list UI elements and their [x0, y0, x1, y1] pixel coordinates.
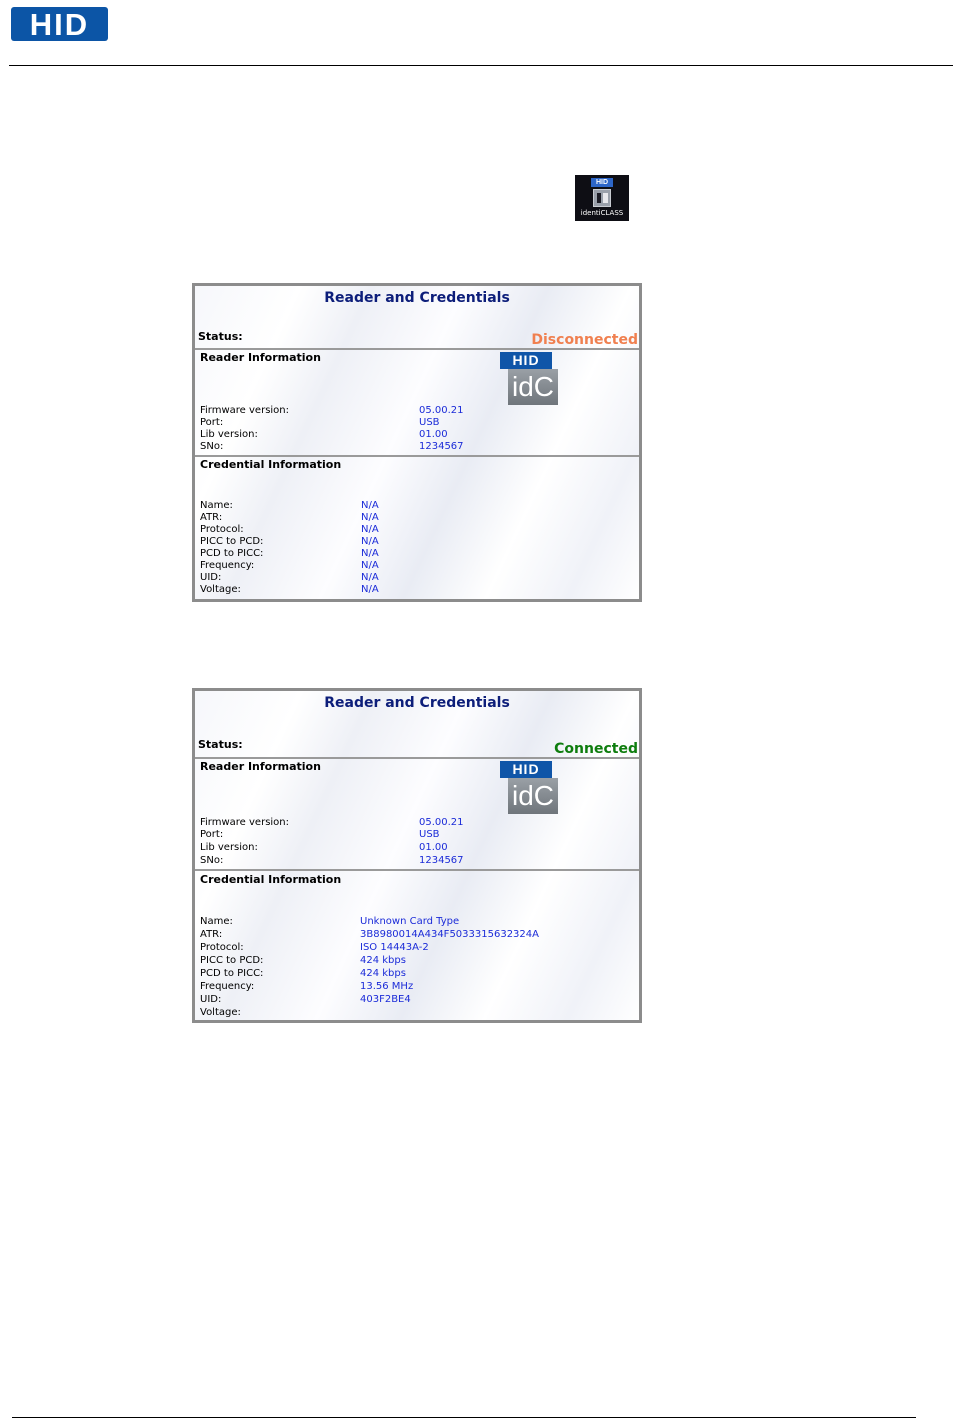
credential-field-value: 403F2BE4 [360, 994, 411, 1005]
credential-info-title: Credential Information [200, 873, 342, 886]
credential-field-value: N/A [361, 548, 379, 559]
reader-credentials-panel-connected [192, 688, 642, 1023]
credential-field-label: ATR: [200, 512, 223, 523]
credential-info-title: Credential Information [200, 458, 342, 471]
section-divider [195, 348, 639, 350]
header-rule [9, 65, 953, 66]
credential-field-label: PICC to PCD: [200, 955, 264, 966]
credential-field-value: 424 kbps [360, 968, 406, 979]
credential-field-value: Unknown Card Type [360, 916, 460, 927]
credential-field-value: N/A [361, 512, 379, 523]
reader-field-label: Port: [200, 829, 224, 840]
credential-field-value: 424 kbps [360, 955, 406, 966]
section-divider [195, 869, 639, 871]
credential-field-label: UID: [200, 994, 222, 1005]
reader-device-icon [593, 189, 611, 207]
credential-field-label: PCD to PICC: [200, 968, 264, 979]
reader-field-value: 01.00 [419, 429, 448, 440]
credential-field-value: N/A [361, 524, 379, 535]
reader-field-label: Lib version: [200, 429, 258, 440]
credential-field-label: ATR: [200, 929, 223, 940]
credential-field-value: ISO 14443A-2 [360, 942, 429, 953]
panel-title: Reader and Credentials [324, 290, 510, 306]
footer-rule [12, 1417, 916, 1418]
reader-field-label: Lib version: [200, 842, 258, 853]
status-label: Status: [198, 738, 243, 751]
idc-logo-box: idC [508, 369, 558, 405]
credential-field-label: Frequency: [200, 560, 255, 571]
reader-info-title: Reader Information [200, 760, 321, 773]
credential-field-label: Voltage: [200, 1007, 241, 1018]
hid-logo-bar: HID [500, 352, 552, 369]
hid-logo-bar: HID [500, 761, 552, 778]
reader-field-label: Firmware version: [200, 405, 290, 416]
reader-field-value: 1234567 [419, 855, 464, 866]
section-divider [195, 455, 639, 457]
credential-field-label: Frequency: [200, 981, 255, 992]
reader-field-label: SNo: [200, 441, 224, 452]
status-value: Disconnected [531, 332, 638, 348]
section-divider [195, 757, 639, 759]
reader-field-label: SNo: [200, 855, 224, 866]
identiclass-desktop-icon[interactable] [575, 175, 629, 221]
credential-field-label: PICC to PCD: [200, 536, 264, 547]
credential-field-value: N/A [361, 572, 379, 583]
credential-field-label: UID: [200, 572, 222, 583]
credential-field-value: N/A [361, 584, 379, 595]
reader-info-title: Reader Information [200, 351, 321, 364]
credential-field-label: Protocol: [200, 524, 244, 535]
reader-field-value: 05.00.21 [419, 817, 464, 828]
reader-field-value: USB [419, 417, 440, 428]
reader-credentials-panel-disconnected [192, 283, 642, 602]
credential-field-value: 3B8980014A434F5033315632324A [360, 929, 539, 940]
reader-field-value: USB [419, 829, 440, 840]
status-label: Status: [198, 330, 243, 343]
hid-mini-logo-icon: HID [591, 178, 613, 187]
credential-field-value: N/A [361, 560, 379, 571]
hid-idc-logo [500, 761, 560, 815]
status-value: Connected [554, 741, 638, 757]
credential-field-label: Name: [200, 500, 233, 511]
reader-field-value: 1234567 [419, 441, 464, 452]
reader-field-value: 05.00.21 [419, 405, 464, 416]
desktop-icon-caption: identiCLASS [580, 209, 624, 217]
hid-idc-logo [500, 352, 560, 406]
reader-field-label: Firmware version: [200, 817, 290, 828]
credential-field-value: N/A [361, 500, 379, 511]
credential-field-value: N/A [361, 536, 379, 547]
credential-field-label: PCD to PICC: [200, 548, 264, 559]
hid-logo: HID [11, 7, 108, 41]
panel-title: Reader and Credentials [324, 695, 510, 711]
reader-field-value: 01.00 [419, 842, 448, 853]
credential-field-label: Protocol: [200, 942, 244, 953]
reader-field-label: Port: [200, 417, 224, 428]
credential-field-value: 13.56 MHz [360, 981, 414, 992]
credential-field-label: Name: [200, 916, 233, 927]
idc-logo-box: idC [508, 778, 558, 814]
credential-field-label: Voltage: [200, 584, 241, 595]
